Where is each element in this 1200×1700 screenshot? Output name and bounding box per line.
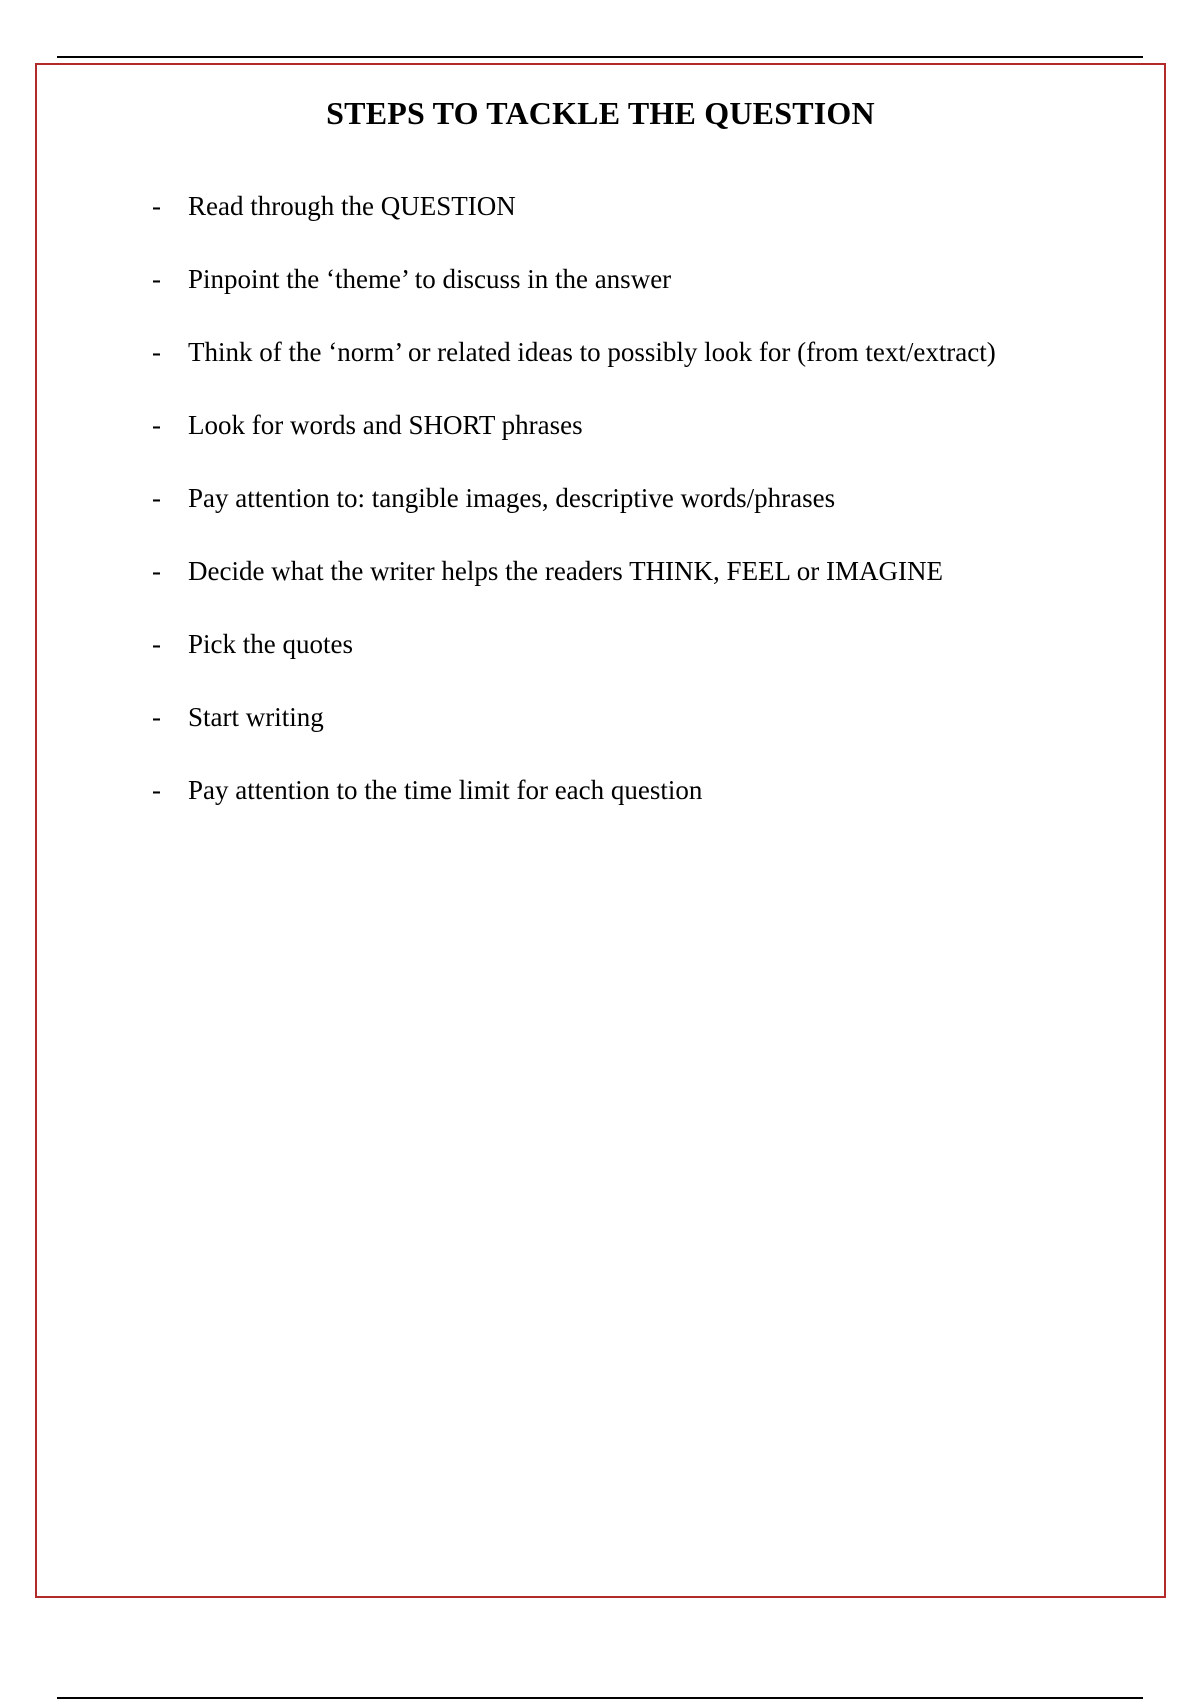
- step-text: Think of the ‘norm’ or related ideas to possibly look for (from text/extract): [188, 337, 996, 367]
- top-rule: [57, 56, 1143, 58]
- step-text: Pinpoint the ‘theme’ to discuss in the answer: [188, 264, 672, 294]
- step-text: Look for words and SHORT phrases: [188, 410, 583, 440]
- dash-bullet: -: [152, 775, 161, 805]
- step-text: Pick the quotes: [188, 629, 353, 659]
- list-item: [37, 774, 1164, 847]
- list-item: [37, 263, 1164, 336]
- list-item: [37, 555, 1164, 628]
- dash-bullet: -: [152, 410, 161, 440]
- list-item: [37, 190, 1164, 263]
- dash-bullet: -: [152, 483, 161, 513]
- dash-bullet: -: [152, 191, 161, 221]
- list-item: [37, 336, 1164, 409]
- dash-bullet: -: [152, 556, 161, 586]
- list-item: [37, 628, 1164, 701]
- content-frame: [35, 63, 1166, 1598]
- step-text: Pay attention to the time limit for each question: [188, 775, 703, 805]
- step-text: Pay attention to: tangible images, descriptive words/phrases: [188, 483, 836, 513]
- list-item: [37, 482, 1164, 555]
- step-text: Start writing: [188, 702, 324, 732]
- list-item: [37, 409, 1164, 482]
- dash-bullet: -: [152, 337, 161, 367]
- dash-bullet: -: [152, 629, 161, 659]
- dash-bullet: -: [152, 702, 161, 732]
- page-title: STEPS TO TACKLE THE QUESTION: [326, 95, 875, 131]
- steps-list: [37, 190, 1164, 847]
- bottom-rule: [57, 1697, 1143, 1699]
- step-text: Decide what the writer helps the readers THINK, FEEL or IMAGINE: [188, 556, 944, 586]
- list-item: [37, 701, 1164, 774]
- dash-bullet: -: [152, 264, 161, 294]
- step-text: Read through the QUESTION: [188, 191, 516, 221]
